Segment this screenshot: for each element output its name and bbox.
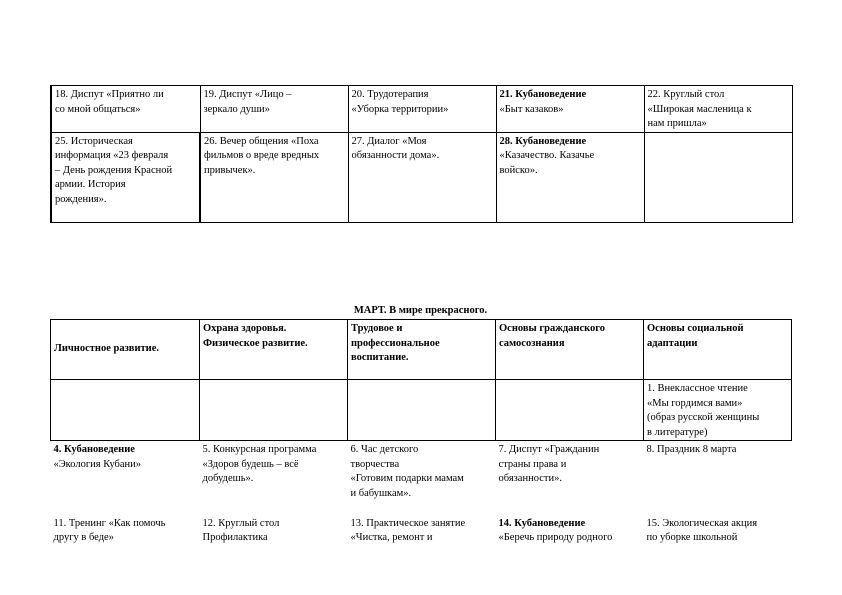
march-schedule-table	[50, 319, 792, 560]
schedule-cell	[51, 441, 200, 515]
schedule-cell: 15. Экологическая акция по уборке школьной	[646, 517, 758, 543]
schedule-cell	[496, 515, 644, 560]
schedule-cell	[644, 132, 792, 222]
schedule-cell: 11. Тренинг «Как помочь другу в беде»	[53, 517, 166, 543]
schedule-cell: 22. Круглый стол «Широкая масленица к нам пришла»	[644, 86, 792, 133]
table-header-row	[51, 320, 792, 380]
schedule-cell: 13. Практическое занятие «Чистка, ремонт и	[350, 517, 466, 543]
schedule-cell: 6. Час детского творчества «Готовим подарки мамам и бабушкам».	[350, 444, 464, 499]
schedule-cell: 8. Праздник 8 марта	[646, 444, 737, 455]
schedule-cell	[51, 380, 200, 441]
column-header: Личностное развитие.	[51, 320, 200, 380]
cell-text: «Экология Кубани»	[53, 458, 142, 470]
schedule-cell: 26. Вечер общения «Поха фильмов о вреде вредных привычек».	[200, 132, 348, 222]
table-row	[51, 441, 792, 515]
february-schedule-table	[50, 85, 793, 223]
cell-text: «Быт казаков»	[499, 103, 564, 115]
column-header: Трудовое и профессиональное воспитание.	[348, 320, 496, 380]
column-header: Основы гражданского самосознания	[496, 320, 644, 380]
schedule-cell	[348, 380, 496, 441]
schedule-cell: 12. Круглый стол Профилактика	[202, 517, 280, 543]
cell-title: 21. Кубановедение	[499, 89, 587, 100]
cell-text: «Беречь природу родного	[498, 532, 613, 543]
schedule-cell: 7. Диспут «Гражданин страны права и обязанности».	[498, 444, 600, 484]
cell-title: 28. Кубановедение	[499, 135, 587, 147]
schedule-cell: 1. Внеклассное чтение «Мы гордимся вами» (образ русской женщины в литературе)	[644, 380, 792, 441]
table-row	[51, 132, 792, 222]
schedule-cell	[496, 132, 644, 222]
schedule-cell: 27. Диалог «Моя обязанности дома».	[348, 132, 496, 222]
table-row	[51, 86, 792, 133]
schedule-cell	[496, 86, 644, 133]
schedule-cell: 19. Диспут «Лицо – зеркало души»	[200, 86, 348, 133]
schedule-cell: 20. Трудотерапия «Уборка территории»	[348, 86, 496, 133]
cell-title: 4. Кубановедение	[53, 444, 135, 455]
schedule-cell: 25. Историческая информация «23 февраля – День рождения Красной армии. История рождения».	[51, 132, 200, 222]
table-row	[51, 380, 792, 441]
section-title: МАРТ. В мире прекрасного.	[353, 305, 488, 316]
schedule-cell: 5. Конкурсная программа «Здоров будешь – всё добудешь».	[202, 444, 317, 484]
schedule-cell: 18. Диспут «Приятно ли со мной общаться»	[51, 86, 200, 133]
cell-text: «Казачество. Казачье войско».	[499, 150, 595, 176]
cell-title: 14. Кубановедение	[498, 517, 586, 529]
column-header: Охрана здоровья. Физическое развитие.	[200, 320, 348, 380]
schedule-cell	[200, 380, 348, 441]
schedule-cell	[496, 380, 644, 441]
table-row	[51, 515, 792, 560]
column-header: Основы социальной адаптации	[644, 320, 792, 380]
